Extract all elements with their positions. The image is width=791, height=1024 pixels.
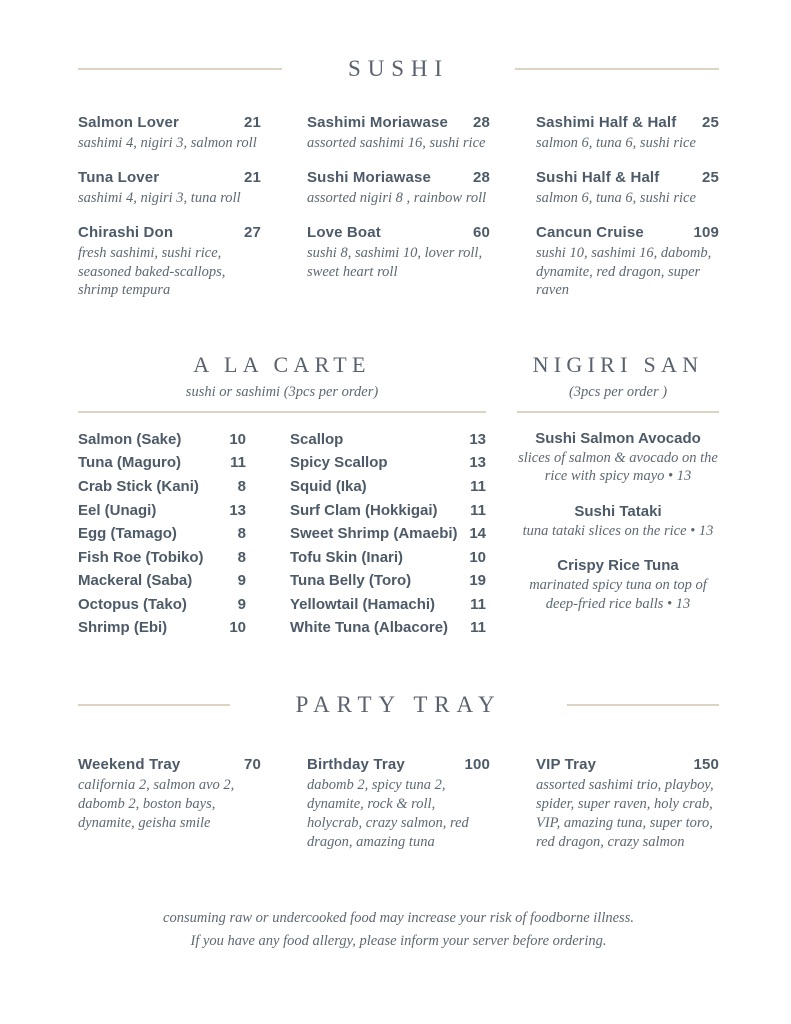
- menu-item-sushi-half-half: [536, 169, 719, 208]
- item-name: Birthday Tray: [307, 756, 405, 774]
- item-price: 109: [693, 223, 719, 241]
- list-item: [78, 475, 246, 499]
- list-item: [78, 522, 246, 546]
- nigiri-san-title: NIGIRI SAN: [532, 352, 704, 378]
- a-la-carte-subtitle: sushi or sashimi (3pcs per order): [185, 384, 379, 401]
- item-name: Surf Clam (Hokkigai): [290, 501, 438, 519]
- header-rule-right: [515, 68, 719, 70]
- list-item: [290, 616, 486, 640]
- menu-item-vip-tray: [536, 756, 719, 851]
- nigiri-item-salmon-avocado: [517, 430, 719, 486]
- item-name: Scallop: [290, 430, 344, 448]
- menu-item-tuna-lover: [78, 169, 261, 208]
- item-description: sushi 8, sashimi 10, lover roll, sweet heart roll: [307, 244, 483, 280]
- item-head: [307, 114, 490, 131]
- item-price: 100: [464, 756, 490, 774]
- item-price: 25: [702, 168, 719, 186]
- item-name: Tofu Skin (Inari): [290, 548, 404, 566]
- item-name: Sashimi Half & Half: [536, 114, 677, 131]
- item-price: 11: [470, 595, 486, 613]
- item-head: [536, 169, 719, 186]
- item-description: sashimi 4, nigiri 3, salmon roll: [78, 135, 257, 151]
- nigiri-san-subtitle: (3pcs per order ): [568, 384, 668, 401]
- list-item: [78, 451, 246, 475]
- item-description: sashimi 4, nigiri 3, tuna roll: [78, 189, 241, 206]
- item-head: [78, 756, 261, 773]
- item-name: Sushi Half & Half: [536, 168, 660, 186]
- list-item: [290, 546, 486, 570]
- menu-item-cancun-cruise: [536, 224, 719, 301]
- item-head: [307, 756, 490, 773]
- item-price: 60: [473, 223, 490, 241]
- list-item: [78, 616, 246, 640]
- item-name: Octopus (Tako): [78, 595, 187, 613]
- item-description: assorted nigiri 8 , rainbow roll: [307, 189, 487, 206]
- header-rule-right: [567, 704, 719, 706]
- item-head: [536, 224, 719, 241]
- item-price: 13: [229, 501, 246, 519]
- list-item: [290, 428, 486, 452]
- menu-item-salmon-lover: [78, 114, 261, 153]
- item-head: [78, 114, 261, 131]
- header-rule-left: [78, 68, 282, 70]
- item-name: Cancun Cruise: [536, 223, 644, 241]
- menu-item-birthday-tray: [307, 756, 490, 851]
- item-name: Shrimp (Ebi): [78, 619, 168, 637]
- menu-item-love-boat: [307, 224, 490, 301]
- item-price: 21: [244, 114, 261, 131]
- list-item: [290, 522, 486, 546]
- party-tray-items-grid: [78, 756, 719, 851]
- list-item: [78, 499, 246, 523]
- party-tray-title: PARTY TRAY: [295, 692, 502, 718]
- list-item: [78, 569, 246, 593]
- disclaimer-line-1: consuming raw or undercooked food may increase your risk of foodborne illness.: [163, 910, 634, 927]
- item-description: salmon 6, tuna 6, sushi rice: [536, 189, 696, 206]
- list-item: [290, 569, 486, 593]
- item-name: Tuna (Maguro): [78, 454, 182, 472]
- a-la-carte-col2: [290, 428, 486, 640]
- nigiri-item-sushi-tataki: [517, 503, 719, 541]
- item-name: Sashimi Moriawase: [307, 114, 448, 131]
- item-price: 8: [237, 477, 246, 495]
- menu-item-sashimi-moriawase: [307, 114, 490, 153]
- item-description: salmon 6, tuna 6, sushi rice: [536, 135, 696, 151]
- item-name: Sushi Salmon Avocado: [535, 429, 701, 447]
- item-price: 11: [470, 477, 486, 495]
- a-la-carte-col1: [78, 428, 246, 640]
- item-name: Weekend Tray: [78, 756, 181, 774]
- item-price: 10: [229, 619, 246, 637]
- list-item: [290, 499, 486, 523]
- item-head: [536, 114, 719, 131]
- item-name: Eel (Unagi): [78, 501, 157, 519]
- menu-item-sushi-moriawase: [307, 169, 490, 208]
- sushi-title: SUSHI: [348, 56, 449, 81]
- item-price: 14: [469, 525, 486, 543]
- item-price: 8: [237, 548, 246, 566]
- menu-item-weekend-tray: [78, 756, 261, 851]
- disclaimer-line-2: If you have any food allergy, please inform your server before ordering.: [190, 932, 607, 949]
- item-name: Love Boat: [307, 223, 381, 241]
- item-name: Tuna Belly (Toro): [290, 572, 412, 590]
- item-name: Sushi Moriawase: [307, 168, 431, 186]
- party-tray-header: [78, 692, 719, 718]
- item-price: 21: [244, 168, 261, 186]
- menu-item-chirashi-don: [78, 224, 261, 301]
- nigiri-item-crispy-rice-tuna: [517, 557, 719, 613]
- item-name: Mackeral (Saba): [78, 572, 193, 590]
- item-name: Squid (Ika): [290, 477, 367, 495]
- item-head: [78, 169, 261, 186]
- item-price: 27: [244, 223, 261, 241]
- item-name: Salmon (Sake): [78, 430, 182, 448]
- item-description: marinated spicy tuna on top of deep-fried rice balls • 13: [529, 577, 707, 612]
- item-description: dabomb 2, spicy tuna 2, dynamite, rock & roll, holycrab, crazy salmon, red dragon, amazing tuna: [307, 777, 469, 850]
- list-item: [290, 451, 486, 475]
- list-item: [78, 593, 246, 617]
- item-price: 28: [473, 114, 490, 131]
- item-name: Crab Stick (Kani): [78, 477, 199, 495]
- item-price: 10: [229, 430, 246, 448]
- item-name: Tuna Lover: [78, 168, 160, 186]
- item-head: [307, 169, 490, 186]
- item-price: 9: [237, 595, 246, 613]
- item-price: 10: [469, 548, 486, 566]
- party-tray-section: [78, 692, 719, 851]
- item-description: slices of salmon & avocado on the rice with spicy mayo • 13: [518, 449, 718, 485]
- item-description: california 2, salmon avo 2, dabomb 2, boston bays, dynamite, geisha smile: [78, 777, 235, 831]
- a-la-carte-title: A LA CARTE: [193, 352, 371, 378]
- item-name: Yellowtail (Hamachi): [290, 595, 436, 613]
- item-head: [307, 224, 490, 241]
- item-description: assorted sashimi 16, sushi rice: [307, 135, 486, 151]
- item-price: 28: [473, 168, 490, 186]
- sushi-items-grid: [78, 114, 719, 300]
- item-name: White Tuna (Albacore): [290, 619, 449, 637]
- item-name: Fish Roe (Tobiko): [78, 548, 204, 566]
- a-la-carte-list: [78, 428, 486, 640]
- sushi-section: [78, 56, 719, 300]
- list-item: [78, 546, 246, 570]
- item-price: 150: [693, 756, 719, 774]
- item-price: 11: [230, 454, 246, 472]
- item-description: sushi 10, sashimi 16, dabomb, dynamite, red dragon, super raven: [536, 244, 712, 299]
- nigiri-san-rule: [517, 411, 719, 413]
- item-name: Crispy Rice Tuna: [557, 557, 679, 575]
- a-la-carte-section: [78, 352, 486, 640]
- item-description: fresh sashimi, sushi rice, seasoned baked-scallops, shrimp tempura: [78, 244, 226, 299]
- item-price: 19: [469, 572, 486, 590]
- item-price: 13: [469, 430, 486, 448]
- item-name: Spicy Scallop: [290, 454, 388, 472]
- item-name: Sweet Shrimp (Amaebi): [290, 525, 458, 543]
- list-item: [78, 428, 246, 452]
- middle-section: [78, 352, 719, 640]
- item-price: 70: [244, 756, 261, 774]
- item-name: Chirashi Don: [78, 223, 174, 241]
- list-item: [290, 475, 486, 499]
- item-head: [536, 756, 719, 773]
- disclaimer: [78, 907, 719, 952]
- item-price: 11: [470, 501, 486, 519]
- header-rule-left: [78, 704, 230, 706]
- nigiri-san-section: [517, 352, 719, 640]
- item-price: 9: [237, 572, 246, 590]
- item-price: 11: [470, 619, 486, 637]
- item-name: VIP Tray: [536, 756, 597, 774]
- menu-item-sashimi-half-half: [536, 114, 719, 153]
- item-price: 25: [702, 114, 719, 131]
- item-price: 13: [469, 454, 486, 472]
- item-name: Egg (Tamago): [78, 525, 177, 543]
- item-description: tuna tataki slices on the rice • 13: [522, 522, 714, 539]
- item-name: Salmon Lover: [78, 114, 179, 131]
- sushi-header: [78, 56, 719, 82]
- item-name: Sushi Tataki: [574, 502, 662, 520]
- item-description: assorted sashimi trio, playboy, spider, super raven, holy crab, VIP, amazing tuna, super toro, red dragon, crazy salmon: [536, 777, 714, 850]
- list-item: [290, 593, 486, 617]
- item-price: 8: [237, 525, 246, 543]
- item-head: [78, 224, 261, 241]
- a-la-carte-rule: [78, 411, 486, 413]
